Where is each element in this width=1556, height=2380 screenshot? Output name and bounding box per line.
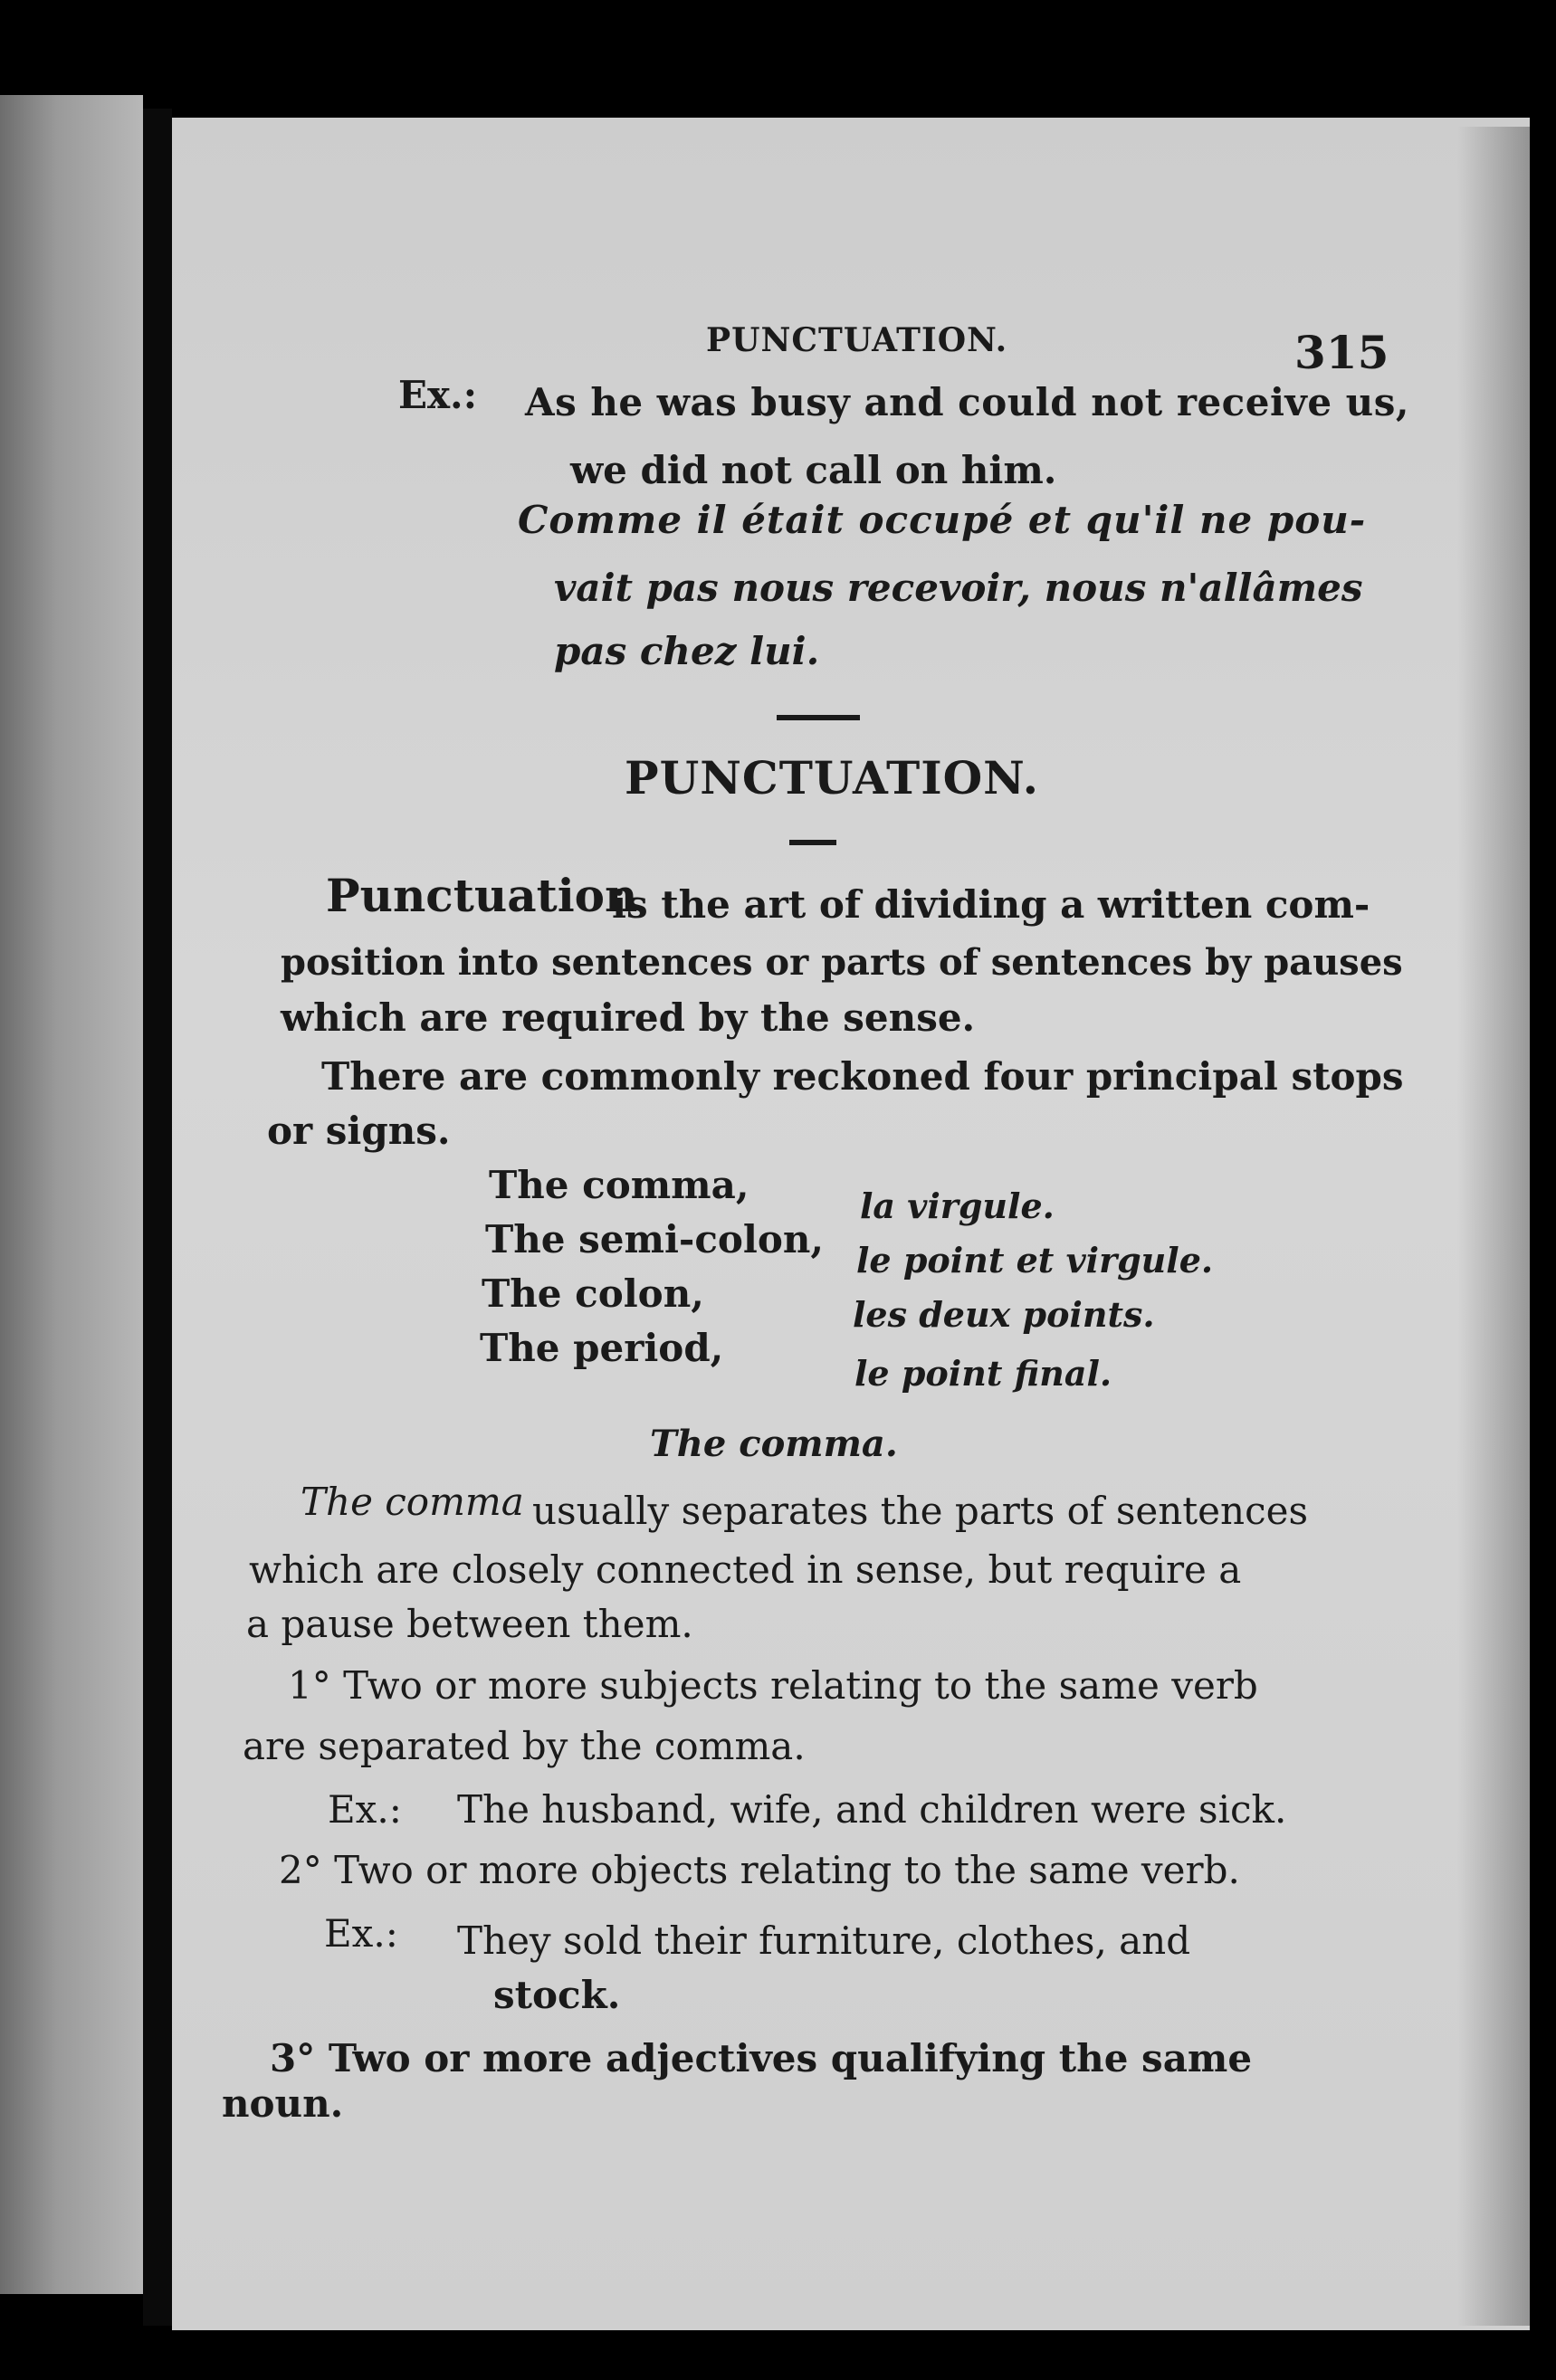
page-shadow [1457, 127, 1530, 2326]
stop-english: The period, [480, 1326, 724, 1370]
subsection-heading: The comma. [650, 1423, 898, 1465]
stop-french: la virgule. [860, 1185, 1055, 1226]
example-line: They sold their furniture, clothes, and [457, 1918, 1191, 1963]
paragraph-line: position into sentences or parts of sentences by pauses [281, 941, 1403, 984]
facing-page-edge [0, 95, 143, 2294]
stop-french: le point final. [854, 1353, 1112, 1394]
paragraph-line: usually separates the parts of sentences [532, 1489, 1309, 1533]
divider-rule [789, 840, 836, 845]
paragraph-line: a pause between them. [246, 1602, 693, 1646]
example-english-line: As he was busy and could not receive us, [525, 380, 1409, 424]
rule-line: 3° Two or more adjectives qualifying the same [270, 2036, 1253, 2080]
term-punctuation: Punctuation [326, 869, 638, 922]
stop-english: The comma, [489, 1163, 749, 1207]
paragraph-line: is the art of dividing a written com- [612, 882, 1370, 927]
example-label: Ex.: [398, 373, 478, 417]
rule-line: 2° Two or more objects relating to the same verb. [279, 1848, 1240, 1892]
paragraph-line: which are required by the sense. [281, 995, 976, 1040]
example-french-line: Comme il était occupé et qu'il ne pou- [518, 498, 1367, 542]
example-line: The husband, wife, and children were sick. [457, 1787, 1287, 1832]
stop-french: le point et virgule. [856, 1240, 1214, 1280]
book-gutter [143, 109, 172, 2326]
term-comma: The comma [301, 1480, 524, 1524]
stop-french: les deux points. [853, 1294, 1155, 1335]
example-english-line: we did not call on him. [570, 448, 1057, 492]
example-label: Ex.: [324, 1911, 398, 1956]
rule-line: 1° Two or more subjects relating to the same verb [288, 1663, 1258, 1708]
example-french-line: vait pas nous recevoir, nous n'allâmes [554, 566, 1363, 610]
stop-english: The semi-colon, [485, 1217, 825, 1261]
rule-line: are separated by the comma. [243, 1724, 806, 1768]
example-label: Ex.: [328, 1787, 402, 1832]
paragraph-line: There are commonly reckoned four principal stops [321, 1054, 1404, 1099]
paragraph-line: or signs. [267, 1109, 451, 1153]
rule-line: noun. [222, 2081, 344, 2126]
divider-rule [777, 715, 860, 720]
stop-english: The colon, [482, 1271, 704, 1316]
example-line: stock. [493, 1973, 621, 2017]
running-header: PUNCTUATION. [706, 321, 1008, 359]
example-french-line: pas chez lui. [554, 629, 820, 673]
page-number: 315 [1294, 326, 1389, 379]
section-heading: PUNCTUATION. [625, 751, 1040, 804]
paragraph-line: which are closely connected in sense, but require a [249, 1547, 1242, 1592]
